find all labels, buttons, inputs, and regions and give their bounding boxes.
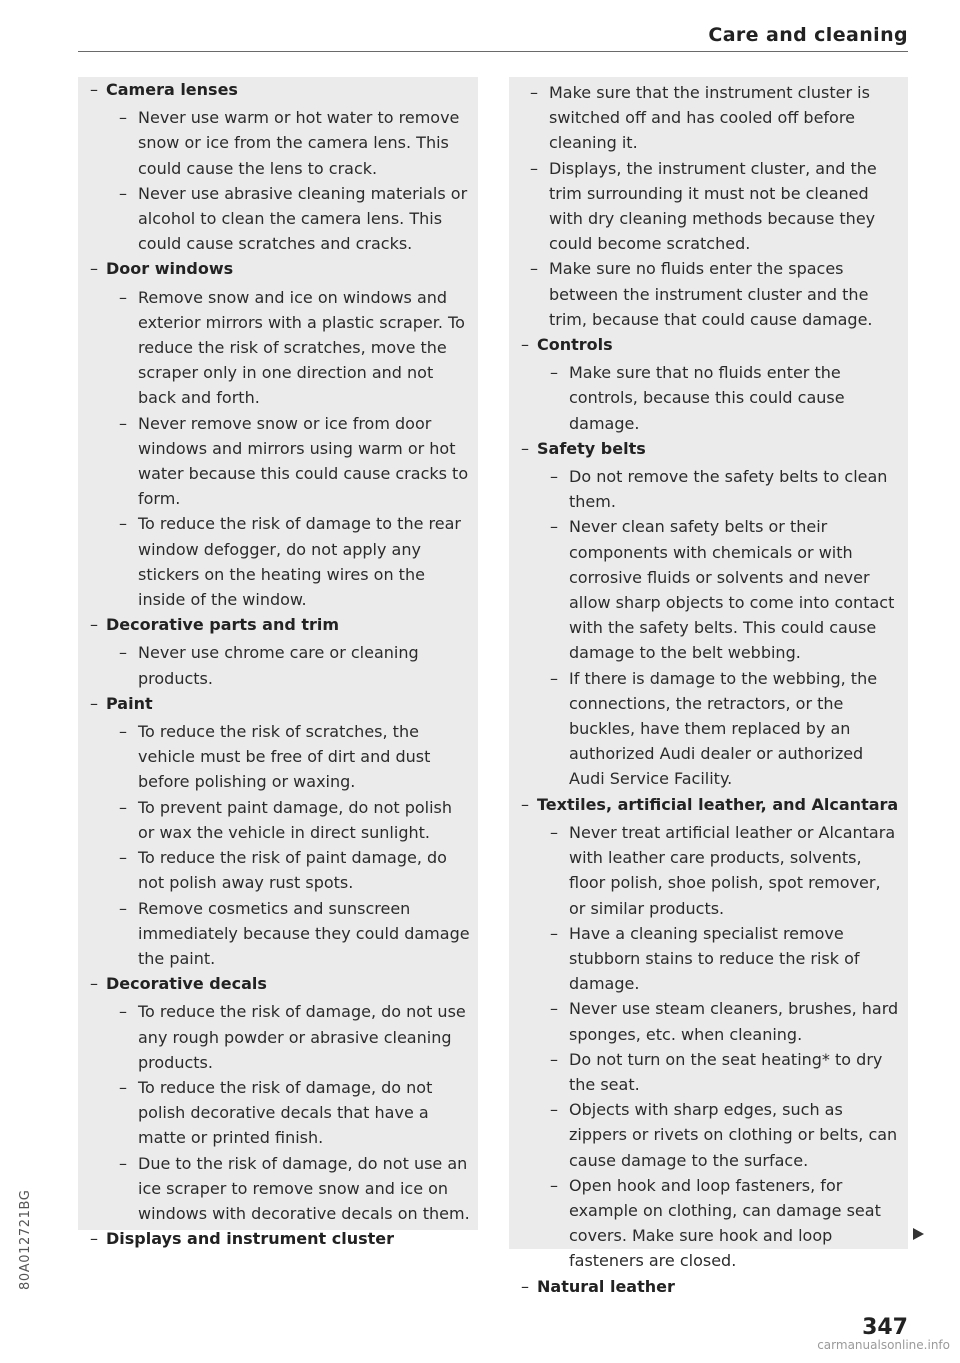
item-list: [537, 820, 900, 1274]
section: [86, 612, 470, 691]
watermark-text: carmanualsonline.info: [817, 1338, 950, 1352]
list-item: – Make sure that the instrument cluster is switched off and has cooled off before cleaning it.: [517, 80, 900, 156]
intro-list: [517, 80, 900, 332]
list-item: – To reduce the risk of damage, do not use any rough powder or abrasive cleaning products.: [106, 999, 470, 1075]
item-list: [106, 285, 470, 613]
section-title: – Displays and instrument cluster: [106, 1229, 394, 1249]
page-header-title: Care and cleaning: [708, 24, 908, 46]
list-item: – Open hook and loop fasteners, for example on clothing, can damage seat covers. Make sure hook and loop fasteners are closed.: [537, 1173, 900, 1274]
section: [517, 1274, 900, 1299]
list-item: – Remove cosmetics and sunscreen immediately because they could damage the paint.: [106, 896, 470, 972]
list-item: – To reduce the risk of damage to the rear window defogger, do not apply any stickers on the heating wires on the inside of the window.: [106, 511, 470, 612]
item-list: [106, 719, 470, 971]
list-item: – Objects with sharp edges, such as zippers or rivets on clothing or belts, can cause damage to the surface.: [537, 1097, 900, 1173]
list-item: – Never use warm or hot water to remove snow or ice from the camera lens. This could cause the lens to crack.: [106, 105, 470, 181]
list-item: – Due to the risk of damage, do not use an ice scraper to remove snow and ice on windows with decorative decals on them.: [106, 1151, 470, 1227]
item-list: [106, 640, 470, 690]
right-column: [509, 77, 908, 1296]
section-title: – Safety belts: [537, 438, 646, 458]
section-title: – Paint: [106, 693, 153, 713]
item-list: [106, 105, 470, 256]
list-item: – Never use steam cleaners, brushes, hard sponges, etc. when cleaning.: [537, 996, 900, 1046]
list-item: – If there is damage to the webbing, the connections, the retractors, or the buckles, have them replaced by an authorized Audi dealer or authorized Audi Service Facility.: [537, 666, 900, 792]
section: [517, 792, 900, 1274]
section: [517, 436, 900, 792]
list-item: – Do not turn on the seat heating* to dry the seat.: [537, 1047, 900, 1097]
list-item: – Have a cleaning specialist remove stubborn stains to reduce the risk of damage.: [537, 921, 900, 997]
item-list: [106, 999, 470, 1226]
section: [86, 256, 470, 612]
section-title: – Decorative decals: [106, 974, 267, 994]
list-item: – Never use abrasive cleaning materials or alcohol to clean the camera lens. This could cause scratches and cracks.: [106, 181, 470, 257]
list-item: – Do not remove the safety belts to clean them.: [537, 464, 900, 514]
list-item: – To reduce the risk of paint damage, do not polish away rust spots.: [106, 845, 470, 895]
section-title: – Door windows: [106, 259, 234, 279]
section: [517, 332, 900, 436]
section-title: – Controls: [537, 335, 613, 355]
item-list: [537, 464, 900, 792]
left-column: [78, 77, 478, 1249]
section-title: – Camera lenses: [106, 80, 238, 99]
list-item: – Make sure that no fluids enter the controls, because this could cause damage.: [537, 360, 900, 436]
section: [86, 1226, 470, 1251]
section: [86, 971, 470, 1226]
header-rule: [78, 51, 908, 52]
section-title: – Natural leather: [537, 1276, 675, 1296]
document-code: 80A012721BG: [18, 1189, 33, 1290]
section: [86, 691, 470, 971]
list-item: – Displays, the instrument cluster, and the trim surrounding it must not be cleaned with dry cleaning methods because they could become scratched.: [517, 156, 900, 257]
list-item: – To prevent paint damage, do not polish or wax the vehicle in direct sunlight.: [106, 795, 470, 845]
list-item: – To reduce the risk of scratches, the vehicle must be free of dirt and dust before polishing or waxing.: [106, 719, 470, 795]
list-item: – Remove snow and ice on windows and exterior mirrors with a plastic scraper. To reduce the risk of scratches, move the scraper only in one direction and not back and forth.: [106, 285, 470, 411]
page-number: 347: [862, 1315, 908, 1340]
list-item: – Never treat artificial leather or Alcantara with leather care products, solvents, floor polish, shoe polish, spot remover, or similar products.: [537, 820, 900, 921]
list-item: – To reduce the risk of damage, do not polish decorative decals that have a matte or printed finish.: [106, 1075, 470, 1151]
section-title: – Textiles, artificial leather, and Alcantara: [537, 794, 899, 814]
list-item: – Never use chrome care or cleaning products.: [106, 640, 470, 690]
list-item: – Never remove snow or ice from door windows and mirrors using warm or hot water because this could cause cracks to form.: [106, 411, 470, 512]
list-item: – Never clean safety belts or their components with chemicals or with corrosive fluids or solvents and never allow sharp objects to come into contact with the safety belts. This could cause damage to the belt webbing.: [537, 514, 900, 665]
list-item: – Make sure no fluids enter the spaces between the instrument cluster and the trim, because that could cause damage.: [517, 256, 900, 332]
continue-arrow-icon: [913, 1228, 924, 1240]
item-list: [537, 360, 900, 436]
section-title: – Decorative parts and trim: [106, 615, 340, 635]
section: [86, 77, 470, 256]
